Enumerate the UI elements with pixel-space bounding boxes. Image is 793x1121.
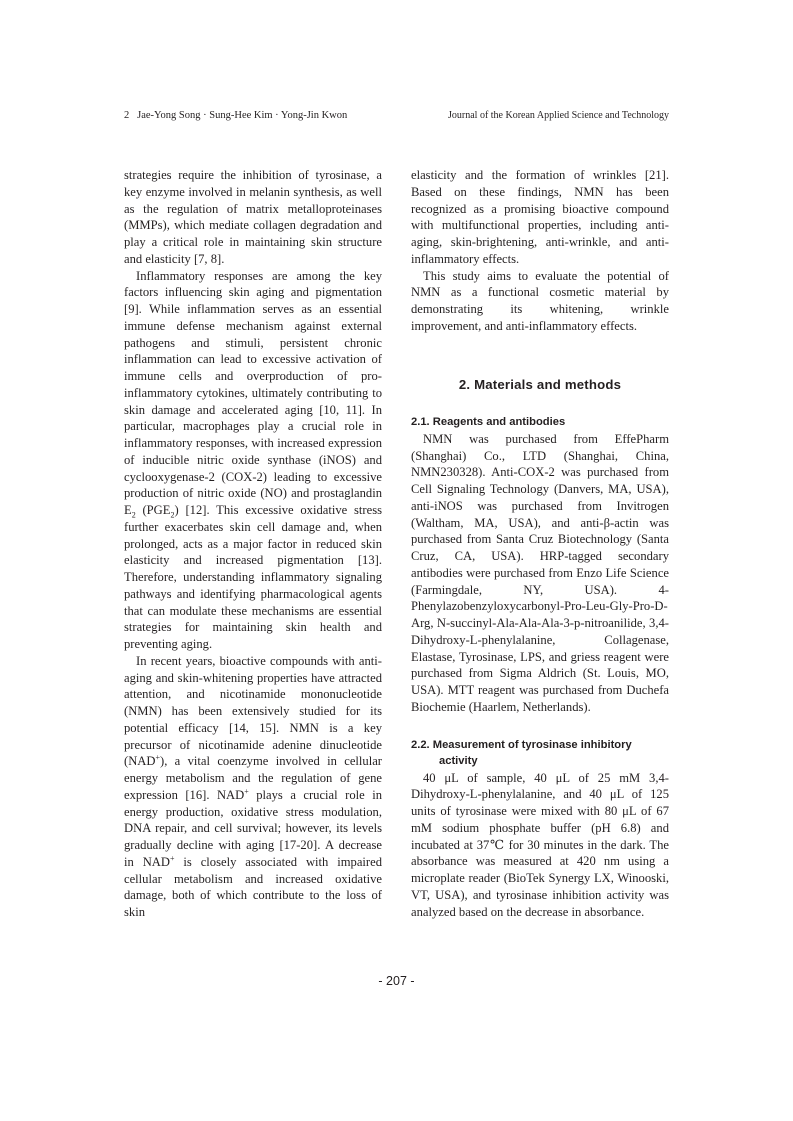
subscript: 2	[170, 510, 175, 520]
header-journal: Journal of the Korean Applied Science and Technology	[448, 110, 669, 121]
paragraph-elasticity: elasticity and the formation of wrinkles [21]. Based on these findings, NMN has been recognized as a promising bioactive compound with multifunctional properties, including anti-aging, skin-brightening, anti-wrinkle, and anti-inflammatory effects.	[411, 168, 669, 266]
left-column	[124, 167, 382, 921]
section-title: 2. Materials and methods	[458, 376, 622, 392]
text-run: ), a vital coenzyme involved in cellular energy metabolism and the regulation of gene expression [16]. NAD	[124, 754, 382, 802]
paragraph-nmn	[124, 653, 382, 921]
text-run: Inflammatory responses are among the key factors influencing skin aging and pigmentation [9]. While inflammation serves as an essential immune defense mechanism against external pathogens and stimuli, persistent chronic inflammation can lead to excessive activation of immune cells and overproduction of pro-inflammatory cytokines, ultimately contributing to skin damage and accelerated aging [10, 11]. In particular, macrophages play a crucial role in inflammatory responses, with increased expression of inducible nitric oxide synthase (iNOS) and cyclooxygenase-2 (COX-2) leading to excessive production of nitric oxide (NO) and prostaglandin E	[124, 268, 382, 517]
header-page-number: 2	[124, 110, 130, 121]
superscript: +	[155, 753, 160, 763]
text-run: ) [12]. This excessive oxidative stress further exacerbates skin cell damage and, when prolonged, acts as a major factor in reduced skin elasticity and increased pigmentation [13]. Therefore, understanding inflammatory signaling pathways and identifying pharmacological agents that can modulate these mechanisms are essential strategies for maintaining skin health and preventing aging.	[124, 503, 382, 651]
text-run: (PGE	[135, 503, 171, 517]
paragraph-inflammation	[124, 268, 382, 653]
text-run: In recent years, bioactive compounds with anti-aging and skin-whitening properties have attracted attention, and nicotinamide mononucleotide (NMN) has been extensively studied for its potential efficacy [14, 15]. NMN is a key precursor of nicotinamide adenine dinucleotide (NAD	[124, 653, 382, 769]
subscript: 2	[131, 510, 136, 520]
paragraph-continuation: strategies require the inhibition of tyrosinase, a key enzyme involved in melanin synthesis, as well as the regulation of matrix metalloproteinases (MMPs), which mediate collagen degradation and play a critical role in maintaining skin structure and elasticity [7, 8].	[124, 168, 382, 266]
superscript: +	[169, 853, 175, 863]
subsection-title-line2: activity	[439, 755, 478, 767]
subsection-title-tyrosinase	[411, 737, 669, 770]
header-authors: Jae-Yong Song · Sung-Hee Kim · Yong-Jin Kwon	[137, 110, 348, 121]
text-run: plays a crucial role in energy production, oxidative stress modulation, DNA repair, and cell survival; however, its levels gradually decline with aging [17-20]. A decrease in NAD	[124, 787, 382, 869]
subsection-title-reagents: 2.1. Reagents and antibodies	[411, 416, 566, 429]
header-left	[124, 110, 347, 121]
superscript: +	[244, 786, 249, 796]
right-column	[411, 167, 669, 920]
text-run: is closely associated with impaired cellular metabolism and increased oxidative damage, both of which contribute to the loss of skin	[124, 854, 382, 919]
paragraph-reagents: NMN was purchased from EffePharm (Shanghai) Co., LTD (Shanghai, China, NMN230328). Anti-COX-2 was purchased from Cell Signaling Technology (Danvers, MA, USA), anti-iNOS was purchased from Invitrogen (Waltham, MA, USA), and anti-β-actin was purchased from Santa Cruz Biotechnology (Santa Cruz, CA, USA). HRP-tagged secondary antibodies were purchased from Enzo Life Science (Farmingdale, NY, USA). 4-Phenylazobenzyloxycarbonyl-Pro-Leu-Gly-Pro-D-Arg, N-succinyl-Ala-Ala-Ala-3-p-nitroanilide, 3,4-Dihydroxy-L-phenylalanine, Collagenase, Elastase, Tyrosinase, LPS, and griess reagent were purchased from Sigma Aldrich (St. Louis, MO, USA). MTT reagent was purchased from Duchefa Biochemie (Haarlem, Netherlands).	[411, 431, 669, 714]
paragraph-study-aim: This study aims to evaluate the potential of NMN as a functional cosmetic material by demonstrating its whitening, wrinkle improvement, and anti-inflammatory effects.	[411, 268, 669, 333]
running-header	[124, 110, 669, 126]
page-footer-number: - 207 -	[378, 974, 415, 988]
subsection-title-line1: 2.2. Measurement of tyrosinase inhibitory	[411, 738, 632, 751]
paragraph-tyrosinase-method: 40 μL of sample, 40 μL of 25 mM 3,4-Dihydroxy-L-phenylalanine, and 40 μL of 125 units of tyrosinase were mixed with 80 μL of 67 mM sodium phosphate buffer (pH 6.8) and incubated at 37℃ for 30 minutes in the dark. The absorbance was measured at 420 nm using a microplate reader (BioTek Synergy LX, Winooski, VT, USA), and tyrosinase inhibition activity was analyzed based on the decrease in absorbance.	[411, 770, 669, 919]
